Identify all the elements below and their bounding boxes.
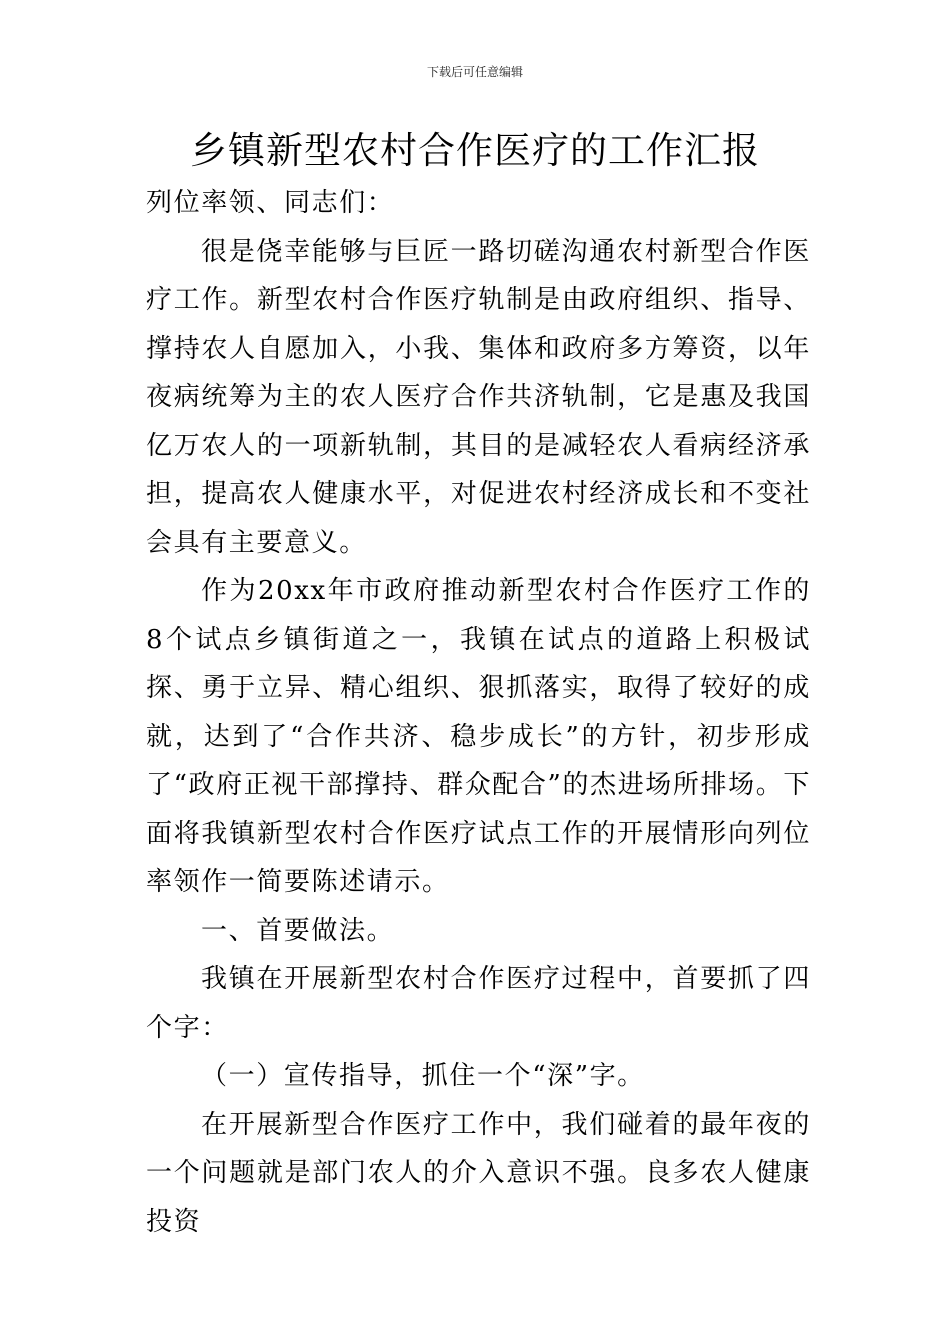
section-heading-main-practices: 一、首要做法。 xyxy=(201,915,395,946)
header-note: 下载后可任意编辑 xyxy=(426,65,523,79)
paragraph-intro: 很是侥幸能够与巨匠一路切磋沟通农村新型合作医疗工作。新型农村合作医疗轨制是由政府组织、指导、撑持农人自愿加入，小我、集体和政府多方筹资，以年夜病统筹为主的农人医疗合作共济轨制，它是惠及我国亿万农人的一项新轨制，其目的是减轻农人看病经济承担，提高农人健康水平，对促进农村经济成长和不变社会具有主要意义。 xyxy=(146,236,811,558)
paragraph-pilot: 作为20xx年市政府推动新型农村合作医疗工作的8个试点乡镇街道之一，我镇在试点的道路上积极试探、勇于立异、精心组织、狠抓落实，取得了较好的成就，达到了“合作共济、稳步成长”的方针，初步形成了“政府正视干部撑持、群众配合”的杰进场所排场。下面将我镇新型农村合作医疗试点工作的开展情形向列位率领作一简要陈述请示。 xyxy=(146,576,811,897)
salutation: 列位率领、同志们： xyxy=(146,188,395,218)
document-title: 乡镇新型农村合作医疗的工作汇报 xyxy=(190,129,760,172)
paragraph-participation: 在开展新型合作医疗工作中，我们碰着的最年夜的一个问题就是部门农人的介入意识不强。良多农人健康投资 xyxy=(146,1109,811,1237)
paragraph-four-words: 我镇在开展新型农村合作医疗过程中，首要抓了四个字： xyxy=(146,964,811,1043)
subsection-heading-publicity: （一）宣传指导，抓住一个“深”字。 xyxy=(201,1061,645,1091)
document-body xyxy=(146,179,811,1246)
